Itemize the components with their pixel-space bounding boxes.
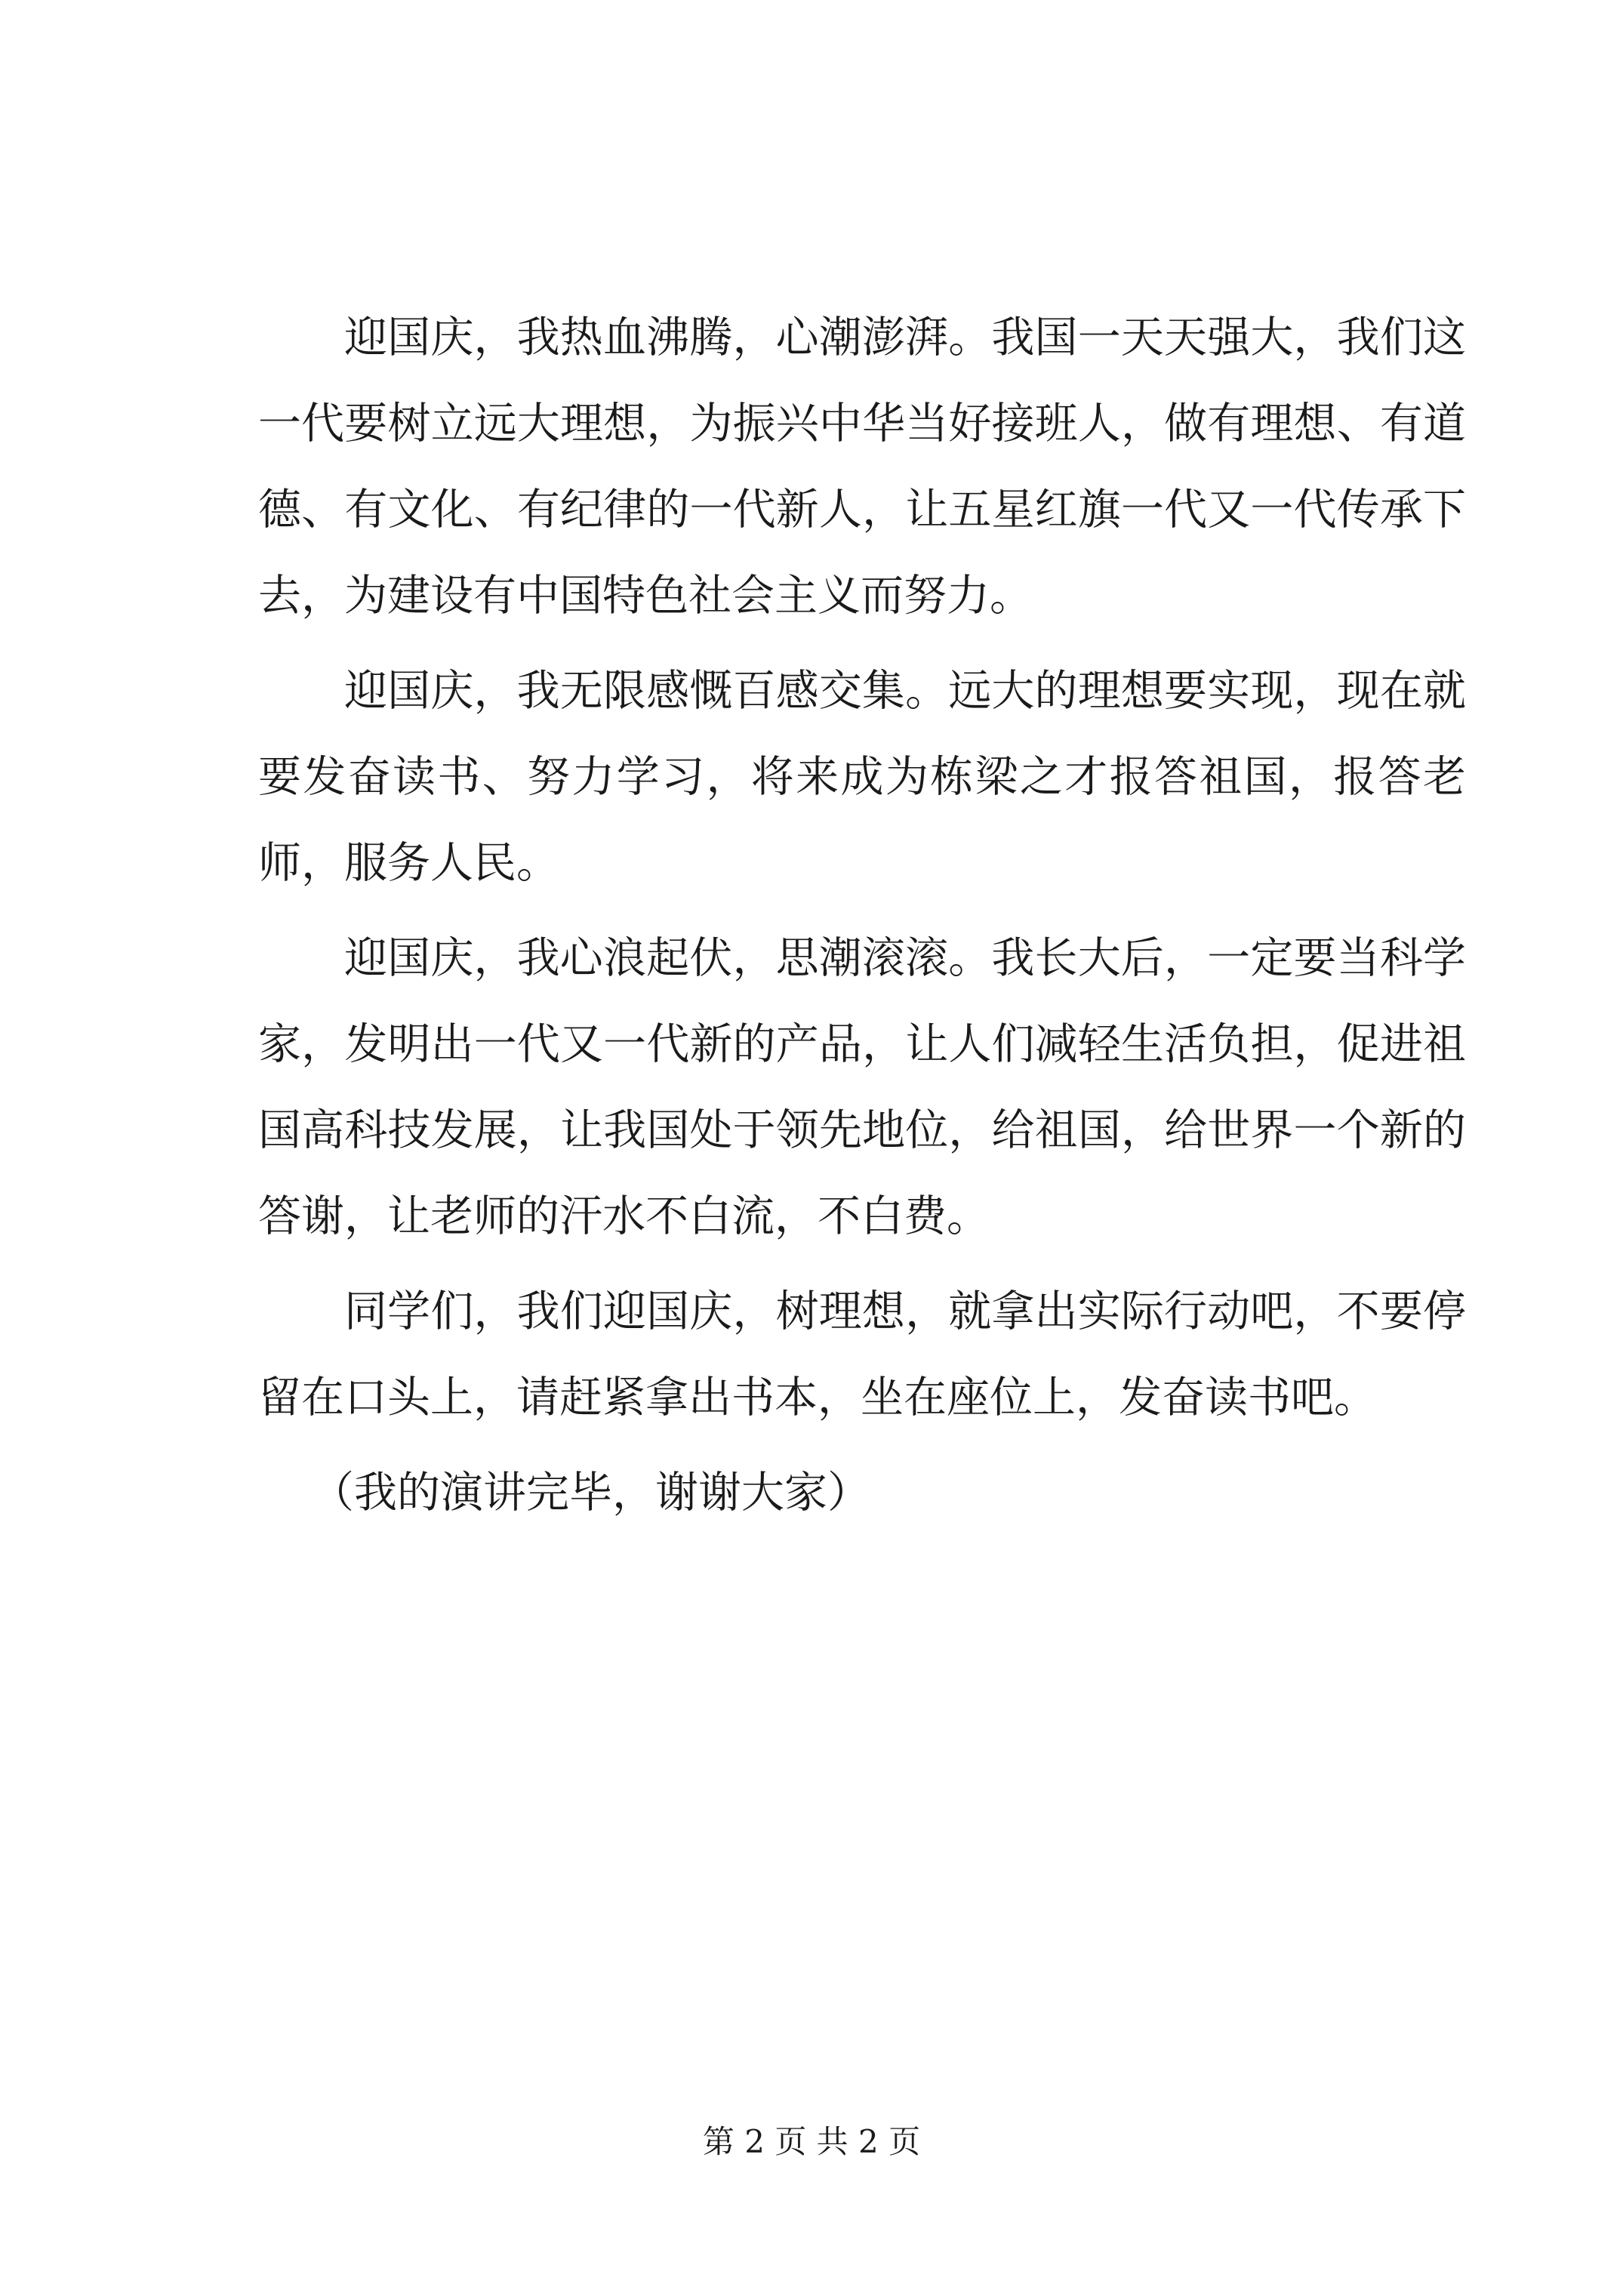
paragraph: 迎国庆，我心浪起伏，思潮滚滚。我长大后，一定要当科学家，发明出一代又一代新的产品，让人们减轻生活负担，促进祖国高科技发展，让我国处于领先地位，给祖国，给世界一个新的答谢，让老师的汗水不白流，不白费。 bbox=[258, 933, 1466, 1241]
document-body bbox=[258, 294, 1466, 1536]
paragraph: 迎国庆，我无限感慨百感交集。远大的理想要实现，现在就要发奋读书、努力学习，将来成为栋梁之才报答祖国，报答老师，服务人民。 bbox=[258, 666, 1466, 888]
page-number-footer: 第 2 页 共 2 页 bbox=[702, 2123, 921, 2160]
paragraph: 同学们，我们迎国庆，树理想，就拿出实际行动吧，不要停留在口头上，请赶紧拿出书本，坐在座位上，发奋读书吧。 bbox=[258, 1287, 1466, 1422]
closing-remark: （我的演讲完毕，谢谢大家） bbox=[311, 1468, 870, 1518]
paragraph: 迎国庆，我热血沸腾，心潮澎湃。我国一天天强大，我们这一代要树立远大理想，为振兴中华当好接班人，做有理想、有道德、有文化、有纪律的一代新人，让五星红旗一代又一代传承下去，为建设有中国特色社会主义而努力。 bbox=[258, 313, 1466, 621]
